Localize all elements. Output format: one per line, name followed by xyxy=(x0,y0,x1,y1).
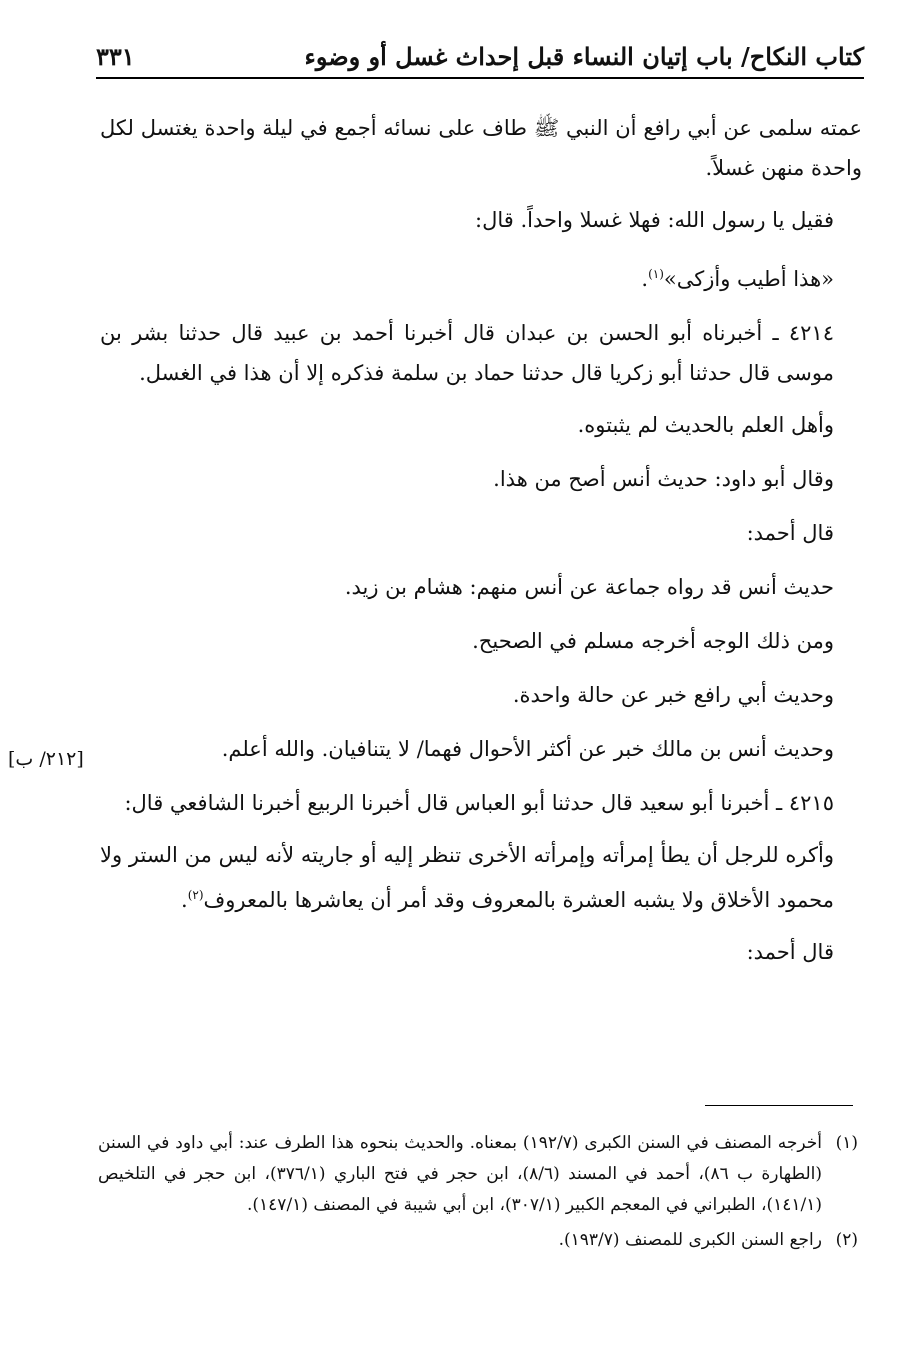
paragraph: قال أحمد: xyxy=(746,940,834,964)
footnote-number: (١) xyxy=(835,1133,858,1153)
chapter-title: كتاب النكاح/ باب إتيان النساء قبل إحداث غسل أو وضوء xyxy=(304,42,864,71)
footnote xyxy=(98,1225,858,1256)
shafii-text: وأكره للرجل أن يطأ إمرأته وإمرأته الأخرى تنظر إليه أو جاريته لأنه ليس من الستر ولا محمود الأخلاق ولا يشبه العشرة بالمعروف وقد أمر أن يعاشرها بالمعروف xyxy=(100,843,834,912)
paragraph: وأهل العلم بالحديث لم يثبتوه. xyxy=(577,413,834,437)
quote-text: «هذا أطيب وأزكى» xyxy=(663,267,834,291)
running-header xyxy=(96,30,864,78)
footnote-text: أخرجه المصنف في السنن الكبرى (١٩٢/٧) بمعناه. والحديث بنحوه هذا الطرف عند: أبي داود في السنن (الطهارة ب ٨٦)، أحمد في المسند (٨/٦)، ابن حجر في فتح الباري (٣٧٦/١)، ابن حجر في التلخيص (١٤١/١)، الطبراني في المعجم الكبير (٣٠٧/١)، ابن أبي شيبة في المصنف (١٤٧/١). xyxy=(98,1133,822,1215)
paragraph: قال أحمد: xyxy=(746,521,834,545)
paragraph: حديث أنس قد رواه جماعة عن أنس منهم: هشام بن زيد. xyxy=(344,575,834,599)
paragraph: وقال أبو داود: حديث أنس أصح من هذا. xyxy=(493,467,834,491)
page-number: ٣٣١ xyxy=(96,42,135,71)
footnote-text: راجع السنن الكبرى للمصنف (١٩٣/٧). xyxy=(558,1230,822,1250)
footnote-ref: (١) xyxy=(648,267,664,281)
manuscript-folio-marker: [٢١٢/ ب] xyxy=(8,748,84,770)
paragraph: وحديث أنس بن مالك خبر عن أكثر الأحوال فهما/ لا يتنافيان. والله أعلم. xyxy=(221,737,834,761)
footnote-ref: (٢) xyxy=(187,888,204,902)
header-rule xyxy=(96,77,864,79)
hadith-4214: ٤٢١٤ ـ أخبرناه أبو الحسن بن عبدان قال أخبرنا أحمد بن عبيد قال حدثنا بشر بن موسى قال حدثنا أبو زكريا قال حدثنا حماد بن سلمة فذكره إلا أن هذا في الغسل. xyxy=(100,321,834,385)
hadith-4215: ٤٢١٥ ـ أخبرنا أبو سعيد قال حدثنا أبو العباس قال أخبرنا الربيع أخبرنا الشافعي قال: xyxy=(124,791,834,815)
footnote-number: (٢) xyxy=(835,1230,858,1250)
footnotes xyxy=(98,1128,858,1260)
main-text xyxy=(100,108,862,986)
paragraph: ومن ذلك الوجه أخرجه مسلم في الصحيح. xyxy=(472,629,834,653)
paragraph: وحديث أبي رافع خبر عن حالة واحدة. xyxy=(512,683,834,707)
footnote-rule xyxy=(705,1105,853,1106)
paragraph: فقيل يا رسول الله: فهلا غسلا واحداً. قال: xyxy=(475,208,834,232)
period: . xyxy=(181,888,188,912)
footnote xyxy=(98,1128,858,1221)
hadith-quote: «هذا أطيب وأزكى»$^{(١)}$. xyxy=(641,267,834,291)
paragraph xyxy=(100,835,862,920)
paragraph: عمته سلمى عن أبي رافع أن النبي ﷺ طاف على نسائه أجمع في ليلة واحدة يغتسل لكل واحدة منهن غسلاً. xyxy=(100,116,862,180)
